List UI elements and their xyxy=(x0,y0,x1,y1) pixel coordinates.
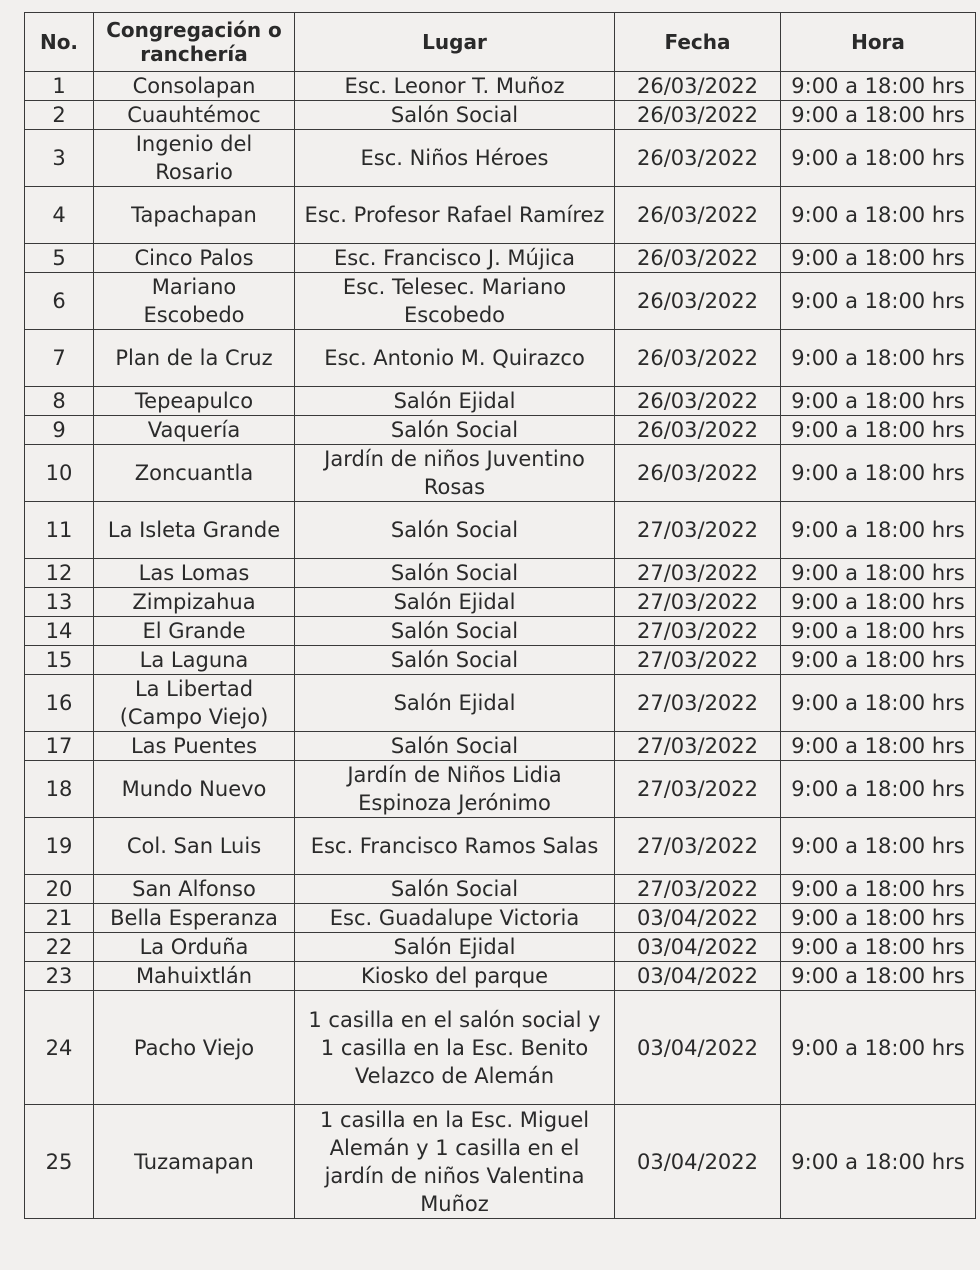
cell-lugar: Salón Ejidal xyxy=(295,933,615,962)
cell-no: 2 xyxy=(25,101,94,130)
cell-fecha: 27/03/2022 xyxy=(615,588,781,617)
table-row xyxy=(25,732,976,761)
cell-fecha: 27/03/2022 xyxy=(615,761,781,818)
cell-lugar: Salón Social xyxy=(295,617,615,646)
cell-fecha: 03/04/2022 xyxy=(615,962,781,991)
cell-hora: 9:00 a 18:00 hrs xyxy=(781,387,976,416)
cell-lugar: Esc. Profesor Rafael Ramírez xyxy=(295,187,615,244)
cell-hora: 9:00 a 18:00 hrs xyxy=(781,187,976,244)
cell-fecha: 27/03/2022 xyxy=(615,875,781,904)
cell-hora: 9:00 a 18:00 hrs xyxy=(781,991,976,1105)
cell-fecha: 03/04/2022 xyxy=(615,904,781,933)
cell-no: 23 xyxy=(25,962,94,991)
cell-congregacion: Pacho Viejo xyxy=(94,991,295,1105)
cell-lugar: Jardín de Niños Lidia Espinoza Jerónimo xyxy=(295,761,615,818)
cell-fecha: 26/03/2022 xyxy=(615,244,781,273)
cell-congregacion: Cuauhtémoc xyxy=(94,101,295,130)
cell-lugar: 1 casilla en la Esc. Miguel Alemán y 1 casilla en el jardín de niños Valentina Muñoz xyxy=(295,1105,615,1219)
cell-lugar: Esc. Antonio M. Quirazco xyxy=(295,330,615,387)
cell-lugar: Esc. Telesec. Mariano Escobedo xyxy=(295,273,615,330)
cell-lugar: Salón Ejidal xyxy=(295,675,615,732)
cell-congregacion: Cinco Palos xyxy=(94,244,295,273)
cell-congregacion: Las Puentes xyxy=(94,732,295,761)
cell-no: 17 xyxy=(25,732,94,761)
cell-no: 1 xyxy=(25,72,94,101)
table-row xyxy=(25,416,976,445)
cell-congregacion: La Orduña xyxy=(94,933,295,962)
table-row xyxy=(25,330,976,387)
cell-hora: 9:00 a 18:00 hrs xyxy=(781,818,976,875)
cell-congregacion: Mahuixtlán xyxy=(94,962,295,991)
cell-lugar: Salón Ejidal xyxy=(295,387,615,416)
cell-fecha: 03/04/2022 xyxy=(615,991,781,1105)
table-body xyxy=(25,72,976,1219)
cell-congregacion: La Libertad (Campo Viejo) xyxy=(94,675,295,732)
cell-no: 13 xyxy=(25,588,94,617)
cell-no: 21 xyxy=(25,904,94,933)
cell-lugar: Salón Social xyxy=(295,732,615,761)
cell-congregacion: Tapachapan xyxy=(94,187,295,244)
header-row xyxy=(25,13,976,72)
table-row xyxy=(25,962,976,991)
cell-fecha: 27/03/2022 xyxy=(615,502,781,559)
cell-fecha: 27/03/2022 xyxy=(615,646,781,675)
table-row xyxy=(25,933,976,962)
cell-hora: 9:00 a 18:00 hrs xyxy=(781,904,976,933)
cell-congregacion: La Isleta Grande xyxy=(94,502,295,559)
cell-hora: 9:00 a 18:00 hrs xyxy=(781,962,976,991)
cell-fecha: 27/03/2022 xyxy=(615,818,781,875)
header-hora: Hora xyxy=(781,13,976,72)
cell-congregacion: Zimpizahua xyxy=(94,588,295,617)
cell-lugar: 1 casilla en el salón social y 1 casilla en la Esc. Benito Velazco de Alemán xyxy=(295,991,615,1105)
cell-congregacion: Mundo Nuevo xyxy=(94,761,295,818)
cell-fecha: 26/03/2022 xyxy=(615,130,781,187)
table-row xyxy=(25,101,976,130)
cell-no: 19 xyxy=(25,818,94,875)
table-row xyxy=(25,904,976,933)
schedule-table xyxy=(24,12,976,1219)
cell-hora: 9:00 a 18:00 hrs xyxy=(781,72,976,101)
table-row xyxy=(25,273,976,330)
cell-no: 11 xyxy=(25,502,94,559)
cell-no: 4 xyxy=(25,187,94,244)
cell-no: 3 xyxy=(25,130,94,187)
table-row xyxy=(25,588,976,617)
cell-congregacion: Col. San Luis xyxy=(94,818,295,875)
cell-fecha: 27/03/2022 xyxy=(615,617,781,646)
cell-lugar: Salón Social xyxy=(295,559,615,588)
cell-hora: 9:00 a 18:00 hrs xyxy=(781,1105,976,1219)
cell-hora: 9:00 a 18:00 hrs xyxy=(781,732,976,761)
cell-no: 20 xyxy=(25,875,94,904)
cell-lugar: Salón Social xyxy=(295,875,615,904)
cell-fecha: 26/03/2022 xyxy=(615,387,781,416)
cell-congregacion: Consolapan xyxy=(94,72,295,101)
table-row xyxy=(25,875,976,904)
cell-congregacion: Las Lomas xyxy=(94,559,295,588)
table-row xyxy=(25,502,976,559)
header-no: No. xyxy=(25,13,94,72)
cell-hora: 9:00 a 18:00 hrs xyxy=(781,646,976,675)
table-row xyxy=(25,559,976,588)
table-row xyxy=(25,617,976,646)
cell-fecha: 27/03/2022 xyxy=(615,675,781,732)
cell-hora: 9:00 a 18:00 hrs xyxy=(781,502,976,559)
cell-hora: 9:00 a 18:00 hrs xyxy=(781,617,976,646)
cell-fecha: 03/04/2022 xyxy=(615,933,781,962)
cell-lugar: Esc. Francisco J. Mújica xyxy=(295,244,615,273)
cell-congregacion: Vaquería xyxy=(94,416,295,445)
cell-no: 14 xyxy=(25,617,94,646)
cell-hora: 9:00 a 18:00 hrs xyxy=(781,761,976,818)
cell-no: 22 xyxy=(25,933,94,962)
cell-no: 12 xyxy=(25,559,94,588)
cell-lugar: Kiosko del parque xyxy=(295,962,615,991)
cell-congregacion: El Grande xyxy=(94,617,295,646)
cell-hora: 9:00 a 18:00 hrs xyxy=(781,130,976,187)
cell-hora: 9:00 a 18:00 hrs xyxy=(781,559,976,588)
cell-no: 8 xyxy=(25,387,94,416)
table-row xyxy=(25,72,976,101)
cell-hora: 9:00 a 18:00 hrs xyxy=(781,330,976,387)
cell-fecha: 26/03/2022 xyxy=(615,101,781,130)
cell-no: 10 xyxy=(25,445,94,502)
cell-lugar: Esc. Francisco Ramos Salas xyxy=(295,818,615,875)
table-row xyxy=(25,818,976,875)
cell-no: 7 xyxy=(25,330,94,387)
cell-lugar: Esc. Guadalupe Victoria xyxy=(295,904,615,933)
cell-lugar: Salón Social xyxy=(295,502,615,559)
cell-lugar: Jardín de niños Juventino Rosas xyxy=(295,445,615,502)
cell-hora: 9:00 a 18:00 hrs xyxy=(781,875,976,904)
header-fecha: Fecha xyxy=(615,13,781,72)
table-row xyxy=(25,1105,976,1219)
cell-no: 15 xyxy=(25,646,94,675)
cell-congregacion: Zoncuantla xyxy=(94,445,295,502)
cell-congregacion: Tuzamapan xyxy=(94,1105,295,1219)
cell-hora: 9:00 a 18:00 hrs xyxy=(781,244,976,273)
cell-fecha: 26/03/2022 xyxy=(615,273,781,330)
cell-hora: 9:00 a 18:00 hrs xyxy=(781,675,976,732)
table-row xyxy=(25,761,976,818)
cell-hora: 9:00 a 18:00 hrs xyxy=(781,101,976,130)
cell-no: 9 xyxy=(25,416,94,445)
table-row xyxy=(25,387,976,416)
cell-no: 18 xyxy=(25,761,94,818)
cell-congregacion: Bella Esperanza xyxy=(94,904,295,933)
cell-no: 25 xyxy=(25,1105,94,1219)
cell-congregacion: Mariano Escobedo xyxy=(94,273,295,330)
table-row xyxy=(25,130,976,187)
cell-fecha: 26/03/2022 xyxy=(615,72,781,101)
cell-lugar: Salón Social xyxy=(295,416,615,445)
cell-congregacion: La Laguna xyxy=(94,646,295,675)
cell-congregacion: Ingenio del Rosario xyxy=(94,130,295,187)
table-row xyxy=(25,646,976,675)
cell-congregacion: Tepeapulco xyxy=(94,387,295,416)
cell-hora: 9:00 a 18:00 hrs xyxy=(781,933,976,962)
table-row xyxy=(25,244,976,273)
cell-fecha: 26/03/2022 xyxy=(615,187,781,244)
cell-lugar: Salón Ejidal xyxy=(295,588,615,617)
cell-lugar: Salón Social xyxy=(295,646,615,675)
header-lugar: Lugar xyxy=(295,13,615,72)
cell-congregacion: Plan de la Cruz xyxy=(94,330,295,387)
cell-hora: 9:00 a 18:00 hrs xyxy=(781,273,976,330)
cell-no: 5 xyxy=(25,244,94,273)
cell-hora: 9:00 a 18:00 hrs xyxy=(781,416,976,445)
cell-fecha: 27/03/2022 xyxy=(615,559,781,588)
cell-no: 24 xyxy=(25,991,94,1105)
cell-no: 6 xyxy=(25,273,94,330)
table-row xyxy=(25,445,976,502)
cell-fecha: 26/03/2022 xyxy=(615,330,781,387)
cell-hora: 9:00 a 18:00 hrs xyxy=(781,588,976,617)
table-row xyxy=(25,991,976,1105)
header-congregacion: Congregación o ranchería xyxy=(94,13,295,72)
table-row xyxy=(25,675,976,732)
cell-fecha: 03/04/2022 xyxy=(615,1105,781,1219)
cell-no: 16 xyxy=(25,675,94,732)
cell-lugar: Esc. Niños Héroes xyxy=(295,130,615,187)
cell-fecha: 26/03/2022 xyxy=(615,416,781,445)
cell-lugar: Salón Social xyxy=(295,101,615,130)
table-row xyxy=(25,187,976,244)
cell-lugar: Esc. Leonor T. Muñoz xyxy=(295,72,615,101)
cell-fecha: 27/03/2022 xyxy=(615,732,781,761)
cell-fecha: 26/03/2022 xyxy=(615,445,781,502)
cell-hora: 9:00 a 18:00 hrs xyxy=(781,445,976,502)
cell-congregacion: San Alfonso xyxy=(94,875,295,904)
